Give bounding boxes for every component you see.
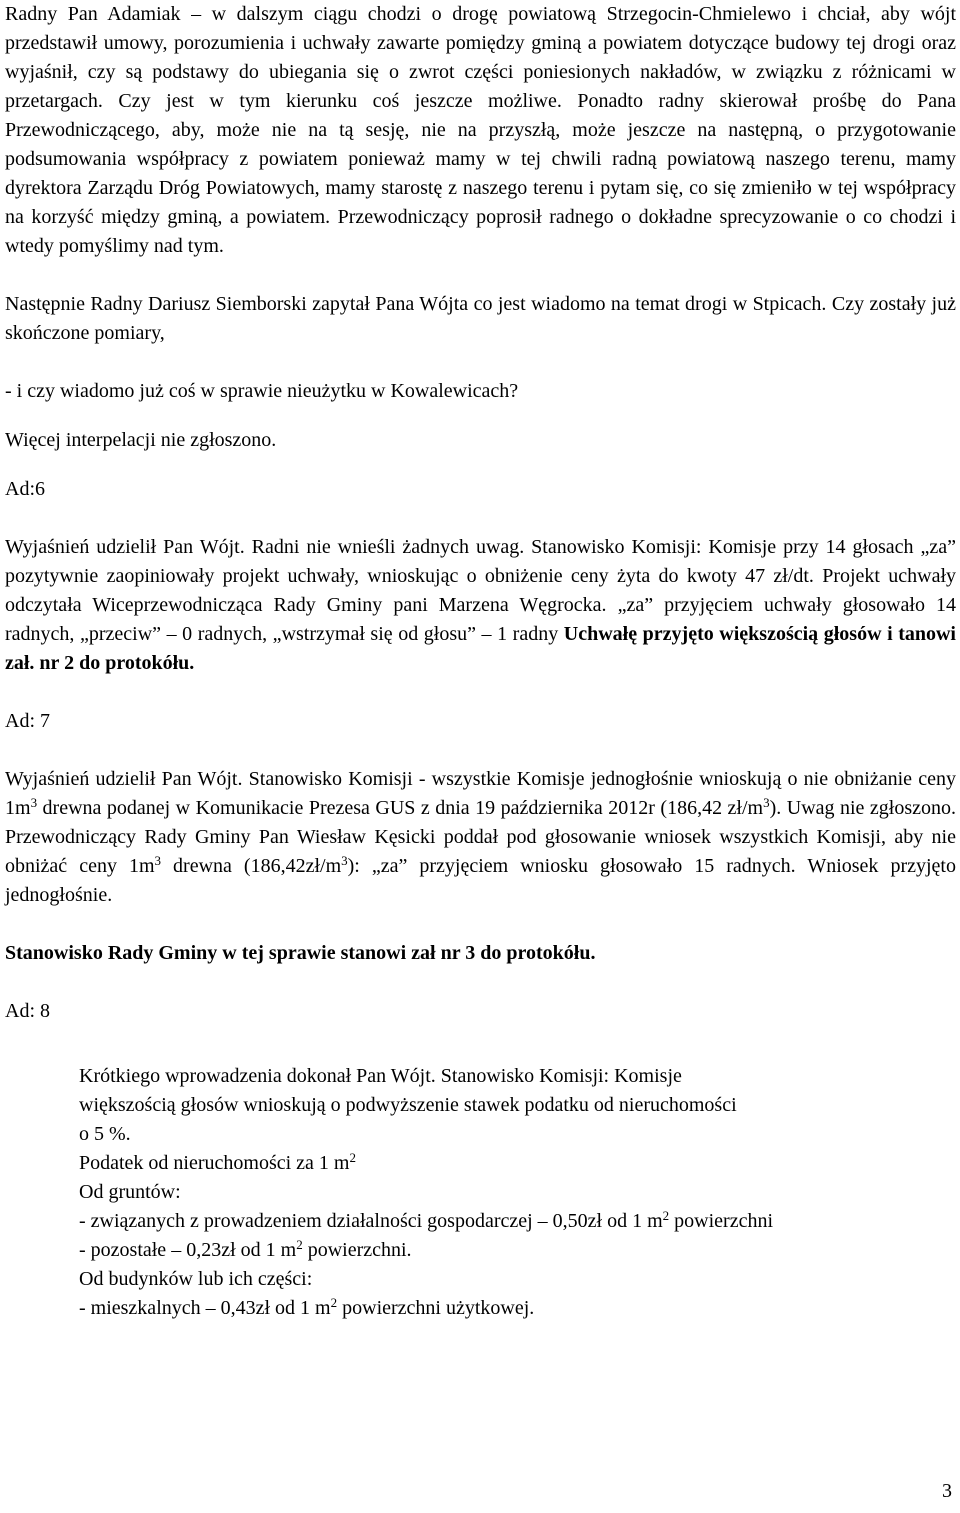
paragraph-question: - i czy wiadomo już coś w sprawie nieużytku w Kowalewicach? [5, 380, 519, 402]
ad8-line-8: Od budynków lub ich części: [79, 1268, 313, 1290]
ad7-text-2: drewna podanej w Komunikacie Prezesa GUS z dnia 19 października 2012r (186,42 zł/m [37, 797, 764, 819]
ad7-text-5: ): „za” przyjęciem wniosku głosowało 15 radnych. Wniosek przyjęto jednogłośnie. [5, 855, 956, 906]
paragraph-adamiak: Radny Pan Adamiak – w dalszym ciągu chodzi o drogę powiatową Strzegocin-Chmielewo i chciał, aby wójt przedstawił umowy, porozumienia i uchwały zawarte pomiędzy gminą a powiatem dotyczące budowy tej drogi oraz wyjaśnił, czy są podstawy do ubiegania się o zwrot części poniesionych nakładów, w związku z różnicami w przetargach. Czy jest w tym kierunku coś jeszcze możliwe. Ponadto radny skierował prośbę do Pana Przewodniczącego, aby, może nie na tą sesję, nie na przyszłą, może jeszcze na następną, o przygotowanie podsumowania współpracy z powiatem ponieważ mamy w tej chwili radną powiatową naszego terenu, mamy dyrektora Zarządu Dróg Powiatowych, mamy starostę z naszego terenu i pytam się, co się zmieniło w tej współpracy na korzyść między gminą, a powiatem. Przewodniczący poprosił radnego o dokładne sprecyzowanie o co chodzi i wtedy pomyślimy nad tym. [5, 3, 956, 257]
paragraph-ad6 [5, 533, 956, 678]
ad6-resolution: Uchwałę przyjęto większością głosów i tanowi zał. nr 2 do protokółu. [5, 623, 956, 674]
ad8-line-7-sup: 2 [296, 1237, 303, 1252]
paragraph-no-interpellations: Więcej interpelacji nie zgłoszono. [5, 429, 277, 451]
ad7-sup-1: 3 [30, 795, 38, 810]
ad7-resolution: Stanowisko Rady Gminy w tej sprawie stanowi zał nr 3 do protokółu. [5, 942, 596, 964]
paragraph-ad7-resolution [5, 939, 956, 968]
ad8-line-9 [79, 1294, 956, 1323]
ad8-line-6-tail: powierzchni [669, 1210, 774, 1232]
ad8-line-7-tail: powierzchni. [302, 1239, 412, 1261]
paragraph-siemborski: Następnie Radny Dariusz Siemborski zapytał Pana Wójta co jest wiadomo na temat drogi w Stpicach. Czy zostały już skończone pomiary, [5, 293, 956, 344]
ad8-line-9-sup: 2 [330, 1295, 338, 1310]
section-heading-ad6: Ad:6 [5, 478, 45, 500]
ad8-line-5: Od gruntów: [79, 1181, 181, 1203]
page-number: 3 [942, 1480, 952, 1502]
ad8-line-9-text: - mieszkalnych – 0,43zł od 1 m [79, 1297, 331, 1319]
paragraph-ad7 [5, 765, 956, 910]
ad8-line-6 [79, 1207, 956, 1236]
document-page [5, 0, 956, 1323]
ad7-text-1: Wyjaśnień udzielił Pan Wójt. Stanowisko Komisji - wszystkie Komisje jednogłośnie wnioskują o nie obniżanie ceny 1m [5, 768, 956, 819]
ad8-block [5, 1062, 956, 1323]
ad7-text-3: ). Uwag nie zgłoszono. Przewodniczący Rady Gminy Pan Wiesław Kęsicki poddał pod głosowanie wniosek wszystkich Komisji, aby nie obniżać ceny 1m [5, 797, 957, 877]
ad7-sup-4: 3 [341, 853, 348, 868]
ad8-line-6-sup: 2 [662, 1208, 670, 1223]
ad8-line-2: większością głosów wnioskują o podwyższenie stawek podatku od nieruchomości [79, 1094, 737, 1116]
ad7-text-4: drewna (186,42zł/m [161, 855, 342, 877]
ad8-line-4-text: Podatek od nieruchomości za 1 m [79, 1152, 350, 1174]
section-heading-ad8: Ad: 8 [5, 1000, 50, 1022]
ad8-line-1: Krótkiego wprowadzenia dokonał Pan Wójt. Stanowisko Komisji: Komisje [79, 1065, 682, 1087]
ad7-sup-2: 3 [763, 795, 770, 810]
ad6-text: Wyjaśnień udzielił Pan Wójt. Radni nie wnieśli żadnych uwag. Stanowisko Komisji: Komisje przy 14 głosach „za” pozytywnie zaopiniowały projekt uchwały, wnioskując o obniżenie ceny żyta do kwoty 47 zł/dt. Projekt uchwały odczytała Wiceprzewodnicząca Rady Gminy pani Marzena Węgrocka. „za” przyjęciem uchwały głosowało 14 radnych, „przeciw” – 0 radnych, „wstrzymał się od głosu” – 1 radny [5, 536, 956, 645]
ad8-line-7-text: - pozostałe – 0,23zł od 1 m [79, 1239, 297, 1261]
ad7-sup-3: 3 [154, 853, 162, 868]
ad8-line-9-tail: powierzchni użytkowej. [337, 1297, 535, 1319]
ad8-line-7 [79, 1236, 956, 1265]
ad8-line-6-text: - związanych z prowadzeniem działalności gospodarczej – 0,50zł od 1 m [79, 1210, 663, 1232]
ad8-line-4-sup: 2 [349, 1150, 356, 1165]
ad8-line-3: o 5 %. [79, 1123, 131, 1145]
section-heading-ad7: Ad: 7 [5, 710, 50, 732]
ad8-line-4 [79, 1149, 956, 1178]
